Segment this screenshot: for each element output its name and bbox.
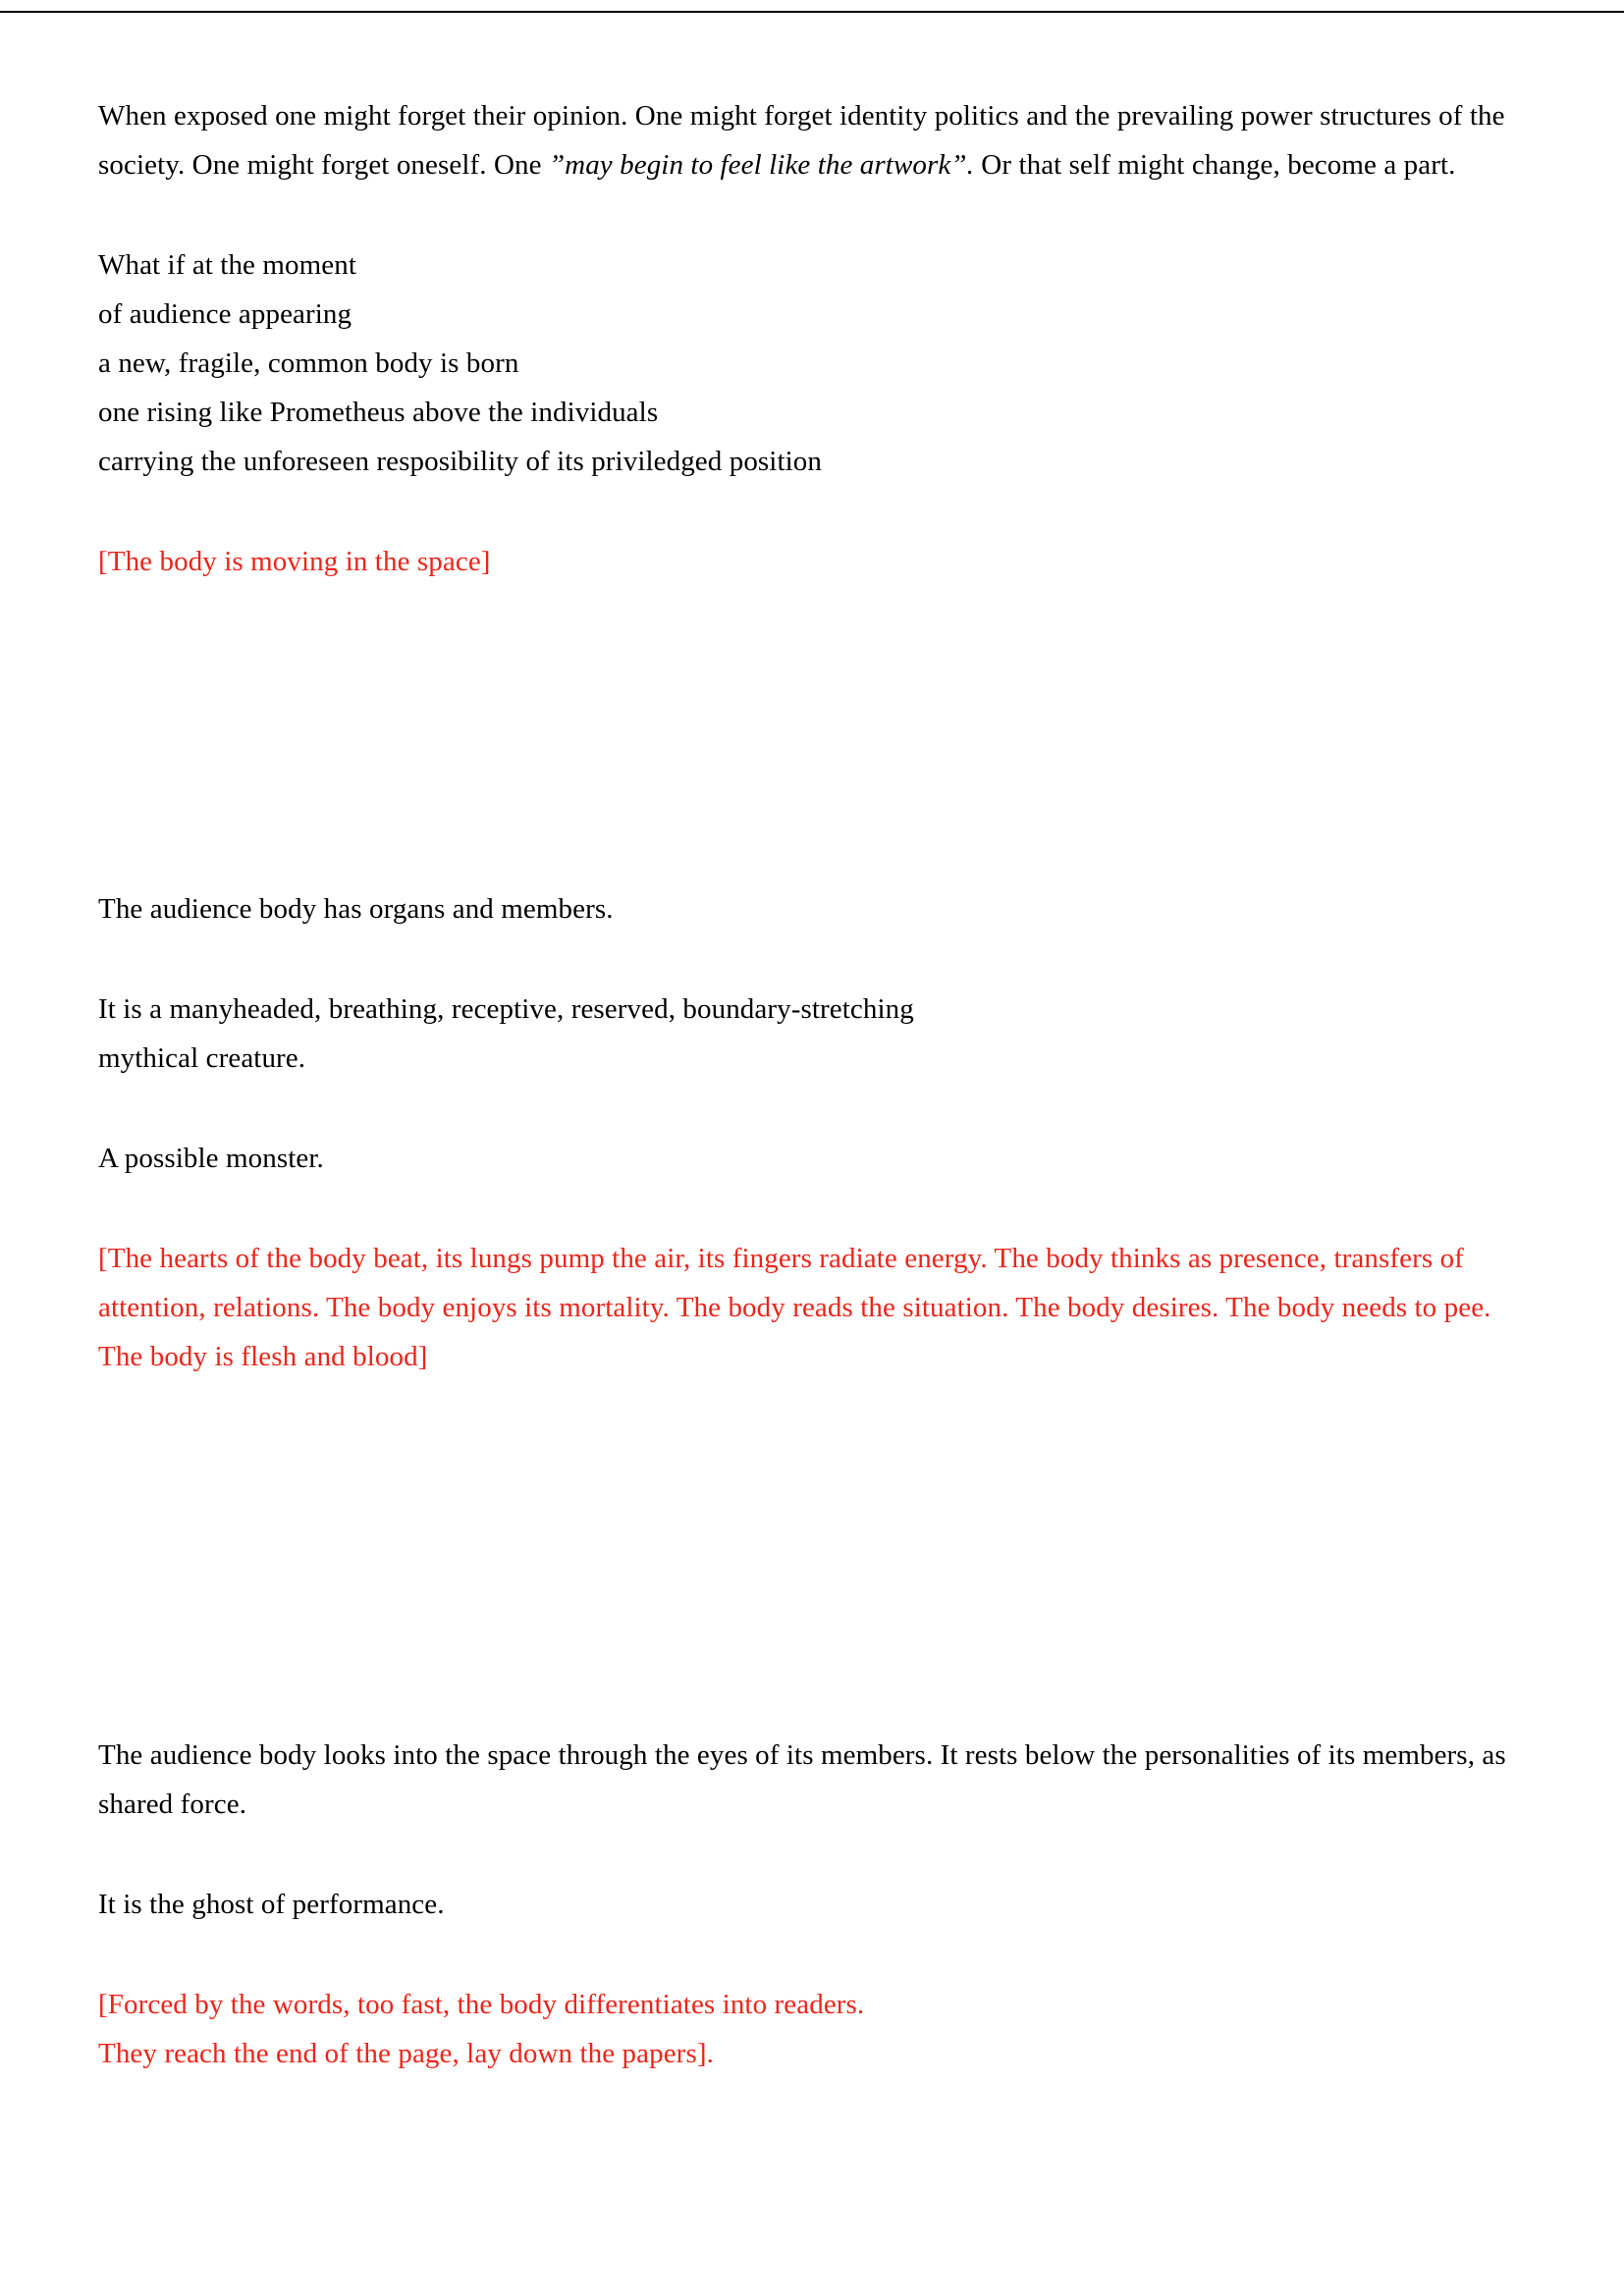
stage-direction-1: [The body is moving in the space] (98, 546, 491, 577)
ghost-paragraph: The audience body looks into the space through the eyes of its members. It rests below the personalities of its members, as shared force. (98, 1739, 1506, 1820)
monster-paragraph: A possible monster. (98, 1143, 324, 1174)
creature-line: It is a manyheaded, breathing, receptive, reserved, boundary-stretching (98, 993, 914, 1025)
stanza-line: one rising like Prometheus above the individuals (98, 397, 659, 428)
organs-paragraph: The audience body has organs and members. (98, 893, 614, 925)
stage-direction-3-line: They reach the end of the page, lay down the papers]. (98, 2038, 714, 2069)
intro-text-before: When exposed one might forget their opinion. One might forget identity politics and the prevailing power structures of the society. One might forget oneself. One (98, 100, 1505, 181)
stanza-line: a new, fragile, common body is born (98, 347, 519, 379)
stanza-line: of audience appearing (98, 298, 352, 330)
intro-text-after: Or that self might change, become a part. (973, 149, 1456, 181)
intro-quote-italic: ”may begin to feel like the artwork”. (548, 149, 974, 181)
creature-paragraph (98, 985, 1536, 1083)
stage-direction-2: [The hearts of the body beat, its lungs pump the air, its fingers radiate energy. The body thinks as presence, transfers of attention, relations. The body enjoys its mortality. The body reads the situation. The body desires. The body needs to pee. The body is flesh and blood] (98, 1243, 1491, 1372)
stanza-line: What if at the moment (98, 249, 357, 281)
stage-direction-3-line: [Forced by the words, too fast, the body differentiates into readers. (98, 1989, 865, 2020)
stanza-line: carrying the unforeseen resposibility of its priviledged position (98, 446, 822, 477)
ghost-line-paragraph: It is the ghost of performance. (98, 1889, 445, 1920)
stanza-paragraph (98, 240, 1536, 486)
stage-direction-3 (98, 1980, 1536, 2078)
creature-line: mythical creature. (98, 1042, 306, 1074)
intro-paragraph (98, 91, 1536, 189)
